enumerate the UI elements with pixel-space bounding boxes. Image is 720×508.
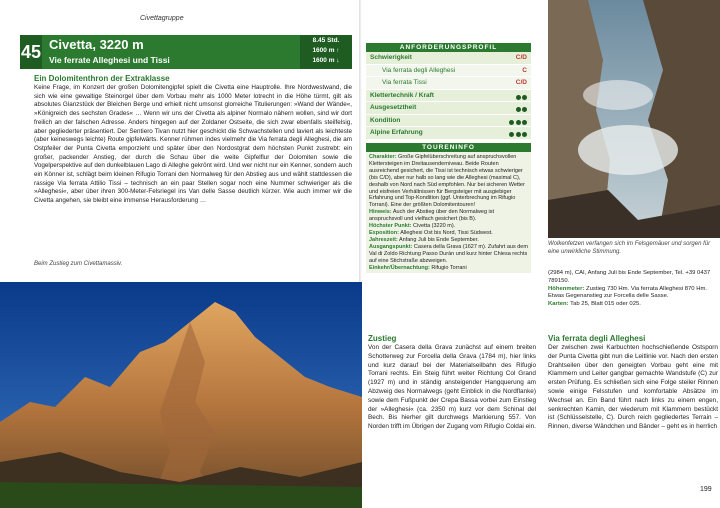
profile-row: Via ferrata degli Alleghesi C xyxy=(366,65,531,78)
right-photo-caption: Wolkenfetzen verfangen sich im Felsgemäuer und sorgen für eine unwirkliche Stimmung. xyxy=(548,241,711,255)
intro-text: Keine Frage, im Konzert der großen Dolomitengipfel spielt die Civetta eine Hauptrolle. Ihre Nordwestwand, die sich wie eine gewaltige Steinorgel über dem Vorbau mehr als 1000 Meter lotrecht in die Höhe türmt, gilt als absolutes Glanzstück der Bleichen Berge und erhielt nicht umsonst glorreiche Titulierungen: »Wand der Wände«, »Königreich des sechsten Grades« … Wenn wir uns der Civetta als alpiner Normalo nähern wollen, sind wir dort freilich an der falschen Adresse. Anders hingegen auf der Zoldaner Ostseite, die sich zwar ebenfalls steilfelsig, aber gegliederter präsentiert. Der Sentiero Tivan nutzt hier geschickt die Schwachstellen und laviert als leichteste (aber keineswegs leichte) Route gipfelwärts. Kenner rühmen indes vielmehr die Via ferrata degli Alleghesi, die am Ostpfeiler der Punta Civetta emporzieht und später über den Nordostgrat dem höchsten Punkt zustrebt: ein großer, packender Anstieg, der durch die Schau über die weite Gipfelflur der Dolomiten sowie die Vogelperspektive auf den dunkelblauen Lago di Alleghe gekrönt wird. Und wer nicht nur ein Kenner, sondern auch ein Könner ist, schlägt beim kleinen Rifugio Torrani den Normalweg für den Abstieg aus und wählt stattdessen die rassige Via ferrata Attilio Tissi – technisch an ein paar Stellen sogar noch eine Nummer schwieriger als die »Alleghesi«, aber über ihren 300-Meter-Felsriegel ins Van delle Sasse deutlich kürzer. Wie auch immer wir die Civetta angehen, sie bleibt eine immense Herausforderung … xyxy=(34,84,352,205)
profile-row: Schwierigkeit C/D xyxy=(366,52,531,65)
tour-info-body: Charakter: Große Gipfelüberschreitung auf anspruchsvollen Klettersteigen im Dreitausenderniveau. Beide Routen ausreichend gesichert, die Tissi ist technisch etwas schwieriger (bis C/D), aber nur halb so lang wie die Alleghesi (maximal C), deshalb von Nord nach Süd empfohlen. Nur bei sicheren Wetter und eisfreien Verhältnissen für Bergsteiger mit ausgiebiger Erfahrung und Top-Kondition (ggf. Unterbrechung im Rifugio Torrani). Eine der größten Dolomitentouren! Hinweis: Auch der Abstieg über den Normalweg ist anspruchsvoll und vielfach gesichert (bis B). Höchster Punkt: Civetta (3220 m). Exposition: Alleghesi Ost bis Nord, Tissi Südwest. Jahreszeit: Anfang Juli bis Ende September. Ausgangspunkt: Casera della Grava (1627 m). Zufahrt aus dem Val di Zoldo Richtung Passo Duràn und kurz hinter Chiesa rechts auf eine Stichstraße abzweigen. Einkehr/Übernachtung: Rifugio Torrani xyxy=(366,152,531,273)
profile-row: Kondition xyxy=(366,115,531,128)
intro-heading: Ein Dolomitenthron der Extraklasse xyxy=(34,74,170,83)
cliff-photo xyxy=(548,0,720,238)
page-number: 199 xyxy=(700,486,712,493)
mountain-photo-graphic xyxy=(0,282,362,508)
profile-row: Ausgesetztheit xyxy=(366,102,531,115)
via-ferrata-heading: Via ferrata degli Alleghesi xyxy=(548,334,646,343)
profile-row: Alpine Erfahrung xyxy=(366,127,531,140)
section-header: Civettagruppe xyxy=(140,15,184,22)
via-ferrata-text: Der zwischen zwei Karbuchten hochschießende Ostsporn der Punta Civetta gibt nun die Leitlinie vor. Nach den ersten Drahtseilen über den geneigten Vorbau geht eine mit Klammern und Leiter gangbar gemachte Wandstufe (C) zur ersten Prüfung. Es schließen sich eine Folge steiler Rinnen sowie einige Felsstufen und komfortable Absätze im Wechsel an. Ein Band führt nach links zu einem engen, senkrechten Kamin, der wiederum mit Klammern bestückt ist (Schlüsselstelle, C). Durch reich gegliedertes Terrain – Rinnen, diverse Wändchen und Bänder – geht es in herrlich xyxy=(548,344,718,431)
hut-info: (2984 m), CAI, Anfang Juli bis Ende September, Tel. +39 0437 789150. Höhenmeter: Zustieg 730 Hm. Via ferrata Alleghesi 870 Hm. Etwas Gegenanstieg zur Forcella delle Sasse. Karten: Tab 25, Blatt 015 oder 025. xyxy=(548,270,711,308)
tour-subtitle: Vie ferrate Alleghesi und Tissi xyxy=(49,55,170,65)
tour-time: 8.45 Std. xyxy=(312,37,340,44)
tour-info-box xyxy=(366,143,531,273)
tour-number: 45 xyxy=(20,35,42,69)
profile-title: ANFORDERUNGSPROFIL xyxy=(366,43,531,52)
left-photo-caption: Beim Zustieg zum Civettamassiv. xyxy=(34,261,123,267)
tour-descent: 1600 m ↓ xyxy=(312,57,340,64)
profile-row: Klettertechnik / Kraft xyxy=(366,90,531,103)
requirements-profile xyxy=(366,43,531,140)
tour-title: Civetta, 3220 m xyxy=(49,37,144,52)
mountain-photo xyxy=(0,282,362,508)
tour-info-title: TOURENINFO xyxy=(366,143,531,152)
zustieg-text: Von der Casera della Grava zunächst auf einem breiten Schotterweg zur Forcella della Grava (1784 m), hier links und kurz darauf bei der Materialseilbahn des Rifugio Torrani rechts. Ein Steig führt weiter Richtung Col Grand (1927 m) und in ständig ansteigender Hangquerung am Abzweig des Normalwegs (geht Einblick in die Nordflanke) sowie dem Fußpunkt der Crepa Bassa vorbei zum Einstieg der »Alleghesi« (ca. 2350 m) kurz vor dem Schinal del Bech. Bis hierher gilt durchwegs Markierung 557. Von Norden trifft im Übrigen der Zugang vom Rifugio Coldai ein. xyxy=(368,344,536,431)
tour-ascent: 1600 m ↑ xyxy=(312,47,340,54)
profile-row: Via ferrata Tissi C/D xyxy=(366,77,531,90)
zustieg-heading: Zustieg xyxy=(368,334,397,343)
tour-title-bar xyxy=(20,35,340,69)
rating-dots xyxy=(508,130,528,142)
tour-stats xyxy=(300,35,352,69)
cliff-photo-graphic xyxy=(548,0,720,238)
